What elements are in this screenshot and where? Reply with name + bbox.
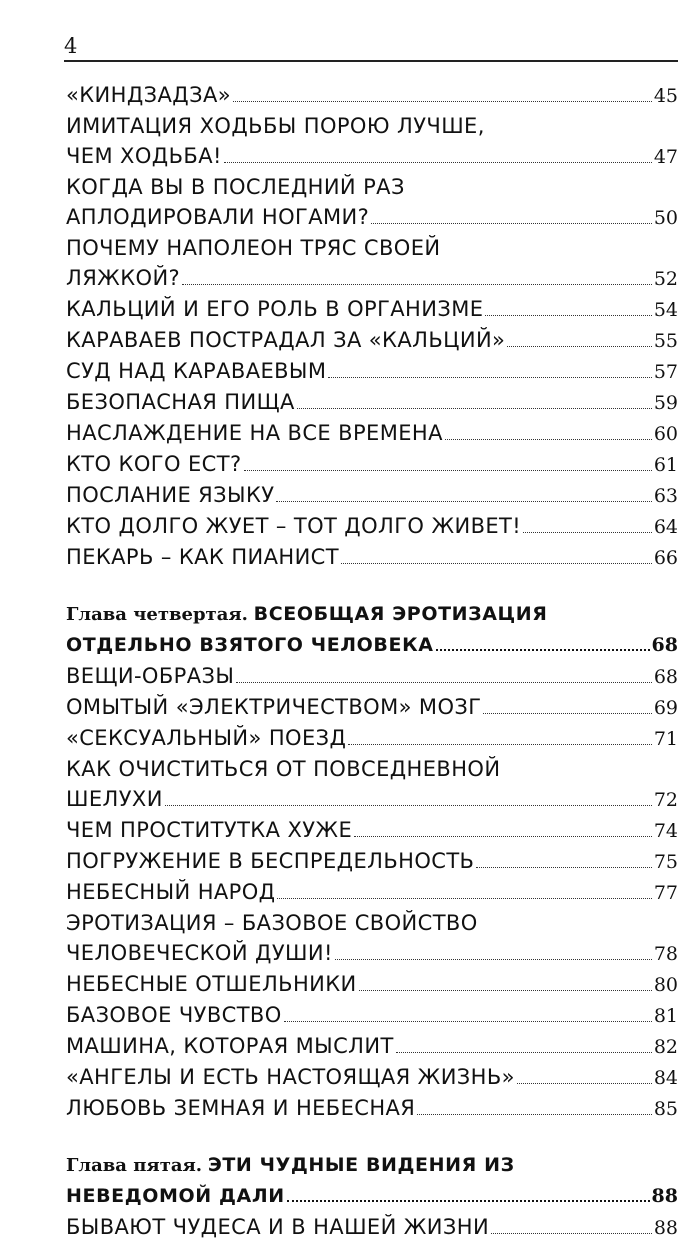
toc-entry-line — [66, 661, 678, 692]
dot-leader — [436, 649, 650, 651]
toc-group-2 — [66, 661, 678, 1124]
toc-entry-line — [66, 449, 678, 480]
toc-entry-line — [66, 877, 678, 908]
dot-leader — [371, 223, 652, 224]
entry-title: ПОЧЕМУ НАПОЛЕОН ТРЯС СВОЕЙ — [66, 236, 441, 260]
entry-title: ЛЯЖКОЙ? — [66, 266, 181, 290]
entry-title: ВЕЩИ-ОБРАЗЫ — [66, 664, 235, 688]
toc-entry-line — [66, 233, 678, 263]
toc-entry — [66, 172, 678, 233]
toc-entry-line — [66, 1000, 678, 1031]
entry-page-number: 57 — [653, 361, 678, 383]
dot-leader — [328, 377, 651, 378]
table-of-contents — [66, 80, 678, 1243]
toc-entry-line — [66, 294, 678, 325]
entry-page-number: 88 — [653, 1217, 678, 1239]
toc-entry-line — [66, 1031, 678, 1062]
entry-title: ЭРОТИЗАЦИЯ – БАЗОВОЕ СВОЙСТВО — [66, 911, 478, 935]
toc-entry-line — [66, 754, 678, 784]
entry-title: ОМЫТЫЙ «ЭЛЕКТРИЧЕСТВОМ» МОЗГ — [66, 695, 482, 719]
dot-leader — [224, 162, 652, 163]
chapter-title-line: ЭТИ ЧУДНЫЕ ВИДЕНИЯ ИЗ — [207, 1154, 515, 1176]
entry-page-number: 78 — [653, 943, 678, 965]
toc-entry — [66, 387, 678, 418]
entry-title: КАЛЬЦИЙ И ЕГО РОЛЬ В ОРГАНИЗМЕ — [66, 297, 484, 321]
dot-leader — [287, 1200, 650, 1202]
entry-title: «АНГЕЛЫ И ЕСТЬ НАСТОЯЩАЯ ЖИЗНЬ» — [66, 1065, 515, 1089]
toc-entry-line — [66, 418, 678, 449]
toc-entry-line — [66, 80, 678, 111]
dot-leader — [244, 470, 652, 471]
dot-leader — [297, 408, 652, 409]
entry-title: СУД НАД КАРАВАЕВЫМ — [66, 359, 327, 383]
entry-title: БЫВАЮТ ЧУДЕСА И В НАШЕЙ ЖИЗНИ — [66, 1215, 490, 1239]
toc-entry-line — [66, 480, 678, 511]
entry-page-number: 55 — [653, 330, 678, 352]
chapter-4-heading — [66, 599, 678, 661]
entry-page-number: 72 — [653, 789, 678, 811]
toc-entry — [66, 1212, 678, 1243]
entry-page-number: 52 — [653, 268, 678, 290]
chapter-page-number: 88 — [651, 1185, 678, 1207]
toc-entry — [66, 1062, 678, 1093]
entry-title: ПОГРУЖЕНИЕ В БЕСПРЕДЕЛЬНОСТЬ — [66, 849, 475, 873]
toc-entry — [66, 356, 678, 387]
toc-entry — [66, 480, 678, 511]
entry-title: НАСЛАЖДЕНИЕ НА ВСЕ ВРЕМЕНА — [66, 421, 443, 445]
entry-title: ИМИТАЦИЯ ХОДЬБЫ ПОРОЮ ЛУЧШЕ, — [66, 114, 485, 138]
entry-title: ЧЕМ ПРОСТИТУТКА ХУЖЕ — [66, 818, 353, 842]
dot-leader — [348, 744, 651, 745]
toc-entry — [66, 511, 678, 542]
entry-page-number: 74 — [653, 820, 678, 842]
entry-page-number: 50 — [653, 207, 678, 229]
dot-leader — [517, 1083, 652, 1084]
entry-page-number: 84 — [653, 1067, 678, 1089]
entry-title: КТО КОГО ЕСТ? — [66, 452, 242, 476]
entry-page-number: 75 — [653, 851, 678, 873]
toc-entry-line — [66, 815, 678, 846]
dot-leader — [165, 805, 652, 806]
dot-leader — [476, 867, 651, 868]
toc-entry-line — [66, 263, 678, 294]
toc-entry-line — [66, 784, 678, 815]
dot-leader — [276, 501, 651, 502]
toc-entry-line — [66, 1062, 678, 1093]
toc-entry — [66, 877, 678, 908]
entry-title: КТО ДОЛГО ЖУЕТ – ТОТ ДОЛГО ЖИВЕТ! — [66, 514, 522, 538]
dot-leader — [236, 682, 652, 683]
entry-page-number: 80 — [653, 974, 678, 996]
toc-entry-line — [66, 969, 678, 1000]
entry-page-number: 85 — [653, 1098, 678, 1120]
dot-leader — [485, 315, 651, 316]
toc-entry — [66, 754, 678, 815]
toc-entry — [66, 969, 678, 1000]
chapter-label: Глава четвертая. — [66, 604, 248, 625]
toc-entry-line — [66, 387, 678, 418]
entry-title: ЧЕМ ХОДЬБА! — [66, 144, 222, 168]
chapter-title-line: НЕВЕДОМОЙ ДАЛИ — [66, 1185, 285, 1207]
entry-title: ПОСЛАНИЕ ЯЗЫКУ — [66, 483, 275, 507]
entry-page-number: 82 — [653, 1036, 678, 1058]
toc-entry — [66, 908, 678, 969]
entry-title: КАРАВАЕВ ПОСТРАДАЛ ЗА «КАЛЬЦИЙ» — [66, 328, 506, 352]
toc-entry-line — [66, 172, 678, 202]
entry-title: «КИНДЗАДЗА» — [66, 83, 231, 107]
entry-title: НЕБЕСНЫЕ ОТШЕЛЬНИКИ — [66, 972, 357, 996]
toc-entry-line — [66, 511, 678, 542]
entry-title: КАК ОЧИСТИТЬСЯ ОТ ПОВСЕДНЕВНОЙ — [66, 757, 501, 781]
entry-title: АПЛОДИРОВАЛИ НОГАМИ? — [66, 205, 370, 229]
dot-leader — [445, 439, 652, 440]
header-rule — [64, 60, 678, 62]
toc-entry-line — [66, 723, 678, 754]
chapter-title-line: ВСЕОБЩАЯ ЭРОТИЗАЦИЯ — [253, 603, 548, 625]
toc-entry-line — [66, 692, 678, 723]
dot-leader — [335, 959, 652, 960]
chapter-5-heading — [66, 1150, 678, 1212]
entry-page-number: 61 — [653, 454, 678, 476]
entry-title: «СЕКСУАЛЬНЫЙ» ПОЕЗД — [66, 726, 347, 750]
dot-leader — [182, 284, 652, 285]
toc-entry — [66, 449, 678, 480]
entry-page-number: 81 — [653, 1005, 678, 1027]
toc-entry — [66, 80, 678, 111]
toc-entry — [66, 723, 678, 754]
dot-leader — [523, 532, 652, 533]
toc-entry-line — [66, 356, 678, 387]
entry-page-number: 77 — [653, 882, 678, 904]
dot-leader — [233, 101, 652, 102]
entry-page-number: 54 — [653, 299, 678, 321]
toc-entry-line — [66, 325, 678, 356]
entry-page-number: 71 — [653, 728, 678, 750]
entry-title: БЕЗОПАСНАЯ ПИЩА — [66, 390, 295, 414]
toc-entry-line — [66, 1093, 678, 1124]
toc-entry-line — [66, 202, 678, 233]
entry-page-number: 59 — [653, 392, 678, 414]
chapter-label: Глава пятая. — [66, 1155, 203, 1176]
dot-leader — [396, 1052, 652, 1053]
toc-entry — [66, 325, 678, 356]
toc-entry — [66, 1093, 678, 1124]
chapter-page-number: 68 — [651, 634, 678, 656]
entry-page-number: 68 — [653, 666, 678, 688]
entry-page-number: 47 — [653, 146, 678, 168]
toc-entry-line — [66, 542, 678, 573]
dot-leader — [277, 898, 651, 899]
toc-group-3 — [66, 1212, 678, 1243]
toc-entry-line — [66, 141, 678, 172]
toc-entry — [66, 692, 678, 723]
entry-title: КОГДА ВЫ В ПОСЛЕДНИЙ РАЗ — [66, 175, 405, 199]
dot-leader — [507, 346, 652, 347]
entry-page-number: 45 — [653, 85, 678, 107]
entry-title: ЧЕЛОВЕЧЕСКОЙ ДУШИ! — [66, 941, 333, 965]
toc-entry — [66, 294, 678, 325]
toc-entry — [66, 815, 678, 846]
dot-leader — [417, 1114, 652, 1115]
entry-title: ЛЮБОВЬ ЗЕМНАЯ И НЕБЕСНАЯ — [66, 1096, 416, 1120]
toc-group-1 — [66, 80, 678, 573]
dot-leader — [483, 713, 651, 714]
toc-entry — [66, 661, 678, 692]
toc-entry-line — [66, 846, 678, 877]
toc-entry — [66, 542, 678, 573]
toc-entry — [66, 233, 678, 294]
entry-title: ШЕЛУХИ — [66, 787, 163, 811]
dot-leader — [341, 563, 652, 564]
toc-entry-line — [66, 1212, 678, 1243]
entry-title: БАЗОВОЕ ЧУВСТВО — [66, 1003, 282, 1027]
entry-title: МАШИНА, КОТОРАЯ МЫСЛИТ — [66, 1034, 394, 1058]
dot-leader — [359, 990, 652, 991]
dot-leader — [354, 836, 652, 837]
entry-page-number: 64 — [653, 516, 678, 538]
entry-page-number: 60 — [653, 423, 678, 445]
toc-entry-line — [66, 908, 678, 938]
toc-entry — [66, 111, 678, 172]
toc-entry — [66, 846, 678, 877]
page-number: 4 — [64, 34, 78, 58]
entry-page-number: 63 — [653, 485, 678, 507]
entry-title: ПЕКАРЬ – КАК ПИАНИСТ — [66, 545, 339, 569]
toc-entry — [66, 418, 678, 449]
entry-page-number: 69 — [653, 697, 678, 719]
chapter-title-line: ОТДЕЛЬНО ВЗЯТОГО ЧЕЛОВЕКА — [66, 634, 434, 656]
entry-title: НЕБЕСНЫЙ НАРОД — [66, 880, 276, 904]
toc-entry-line — [66, 111, 678, 141]
toc-entry-line — [66, 938, 678, 969]
dot-leader — [491, 1233, 652, 1234]
dot-leader — [284, 1021, 652, 1022]
toc-entry — [66, 1000, 678, 1031]
toc-entry — [66, 1031, 678, 1062]
entry-page-number: 66 — [653, 547, 678, 569]
